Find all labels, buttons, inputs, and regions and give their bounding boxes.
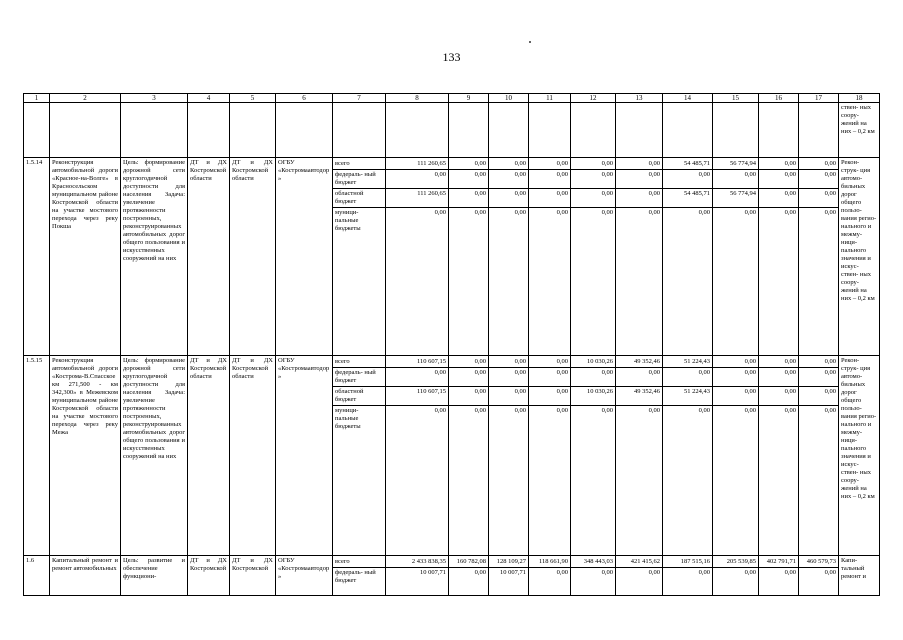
amount-cell (713, 356, 759, 556)
amount-value: 0,00 (474, 569, 486, 576)
amount-value: 0,00 (759, 159, 798, 170)
funding-source: муници- пальные бюджеты (335, 209, 361, 232)
amount-value: 49 352,46 (616, 357, 662, 368)
amount-value: 0,00 (514, 407, 526, 414)
contractor: ОГБУ «Костромаавтодор» (276, 356, 333, 556)
header-cell: 14 (663, 94, 713, 103)
contractor: ОГБУ «Костромаавтодор» (276, 158, 333, 356)
amount-value: 128 109,27 (489, 557, 528, 568)
amount-value: 10 007,71 (420, 569, 446, 576)
continuation-row (24, 103, 880, 158)
measure-goal: Цель: развитие и обеспечение функциони- (121, 556, 188, 596)
amount-cell (529, 158, 571, 356)
amount-value: 0,00 (799, 357, 838, 368)
funding-source: всего (333, 557, 385, 568)
amount-value: 0,00 (799, 170, 838, 189)
amount-value: 0,00 (571, 170, 615, 189)
amount-value: 0,00 (489, 170, 528, 189)
budget-table (23, 93, 880, 596)
amount-value: 0,00 (784, 209, 796, 216)
amount-value: 0,00 (713, 368, 758, 387)
contractor: ОГБУ «Костромаавтодор» (276, 556, 333, 596)
amount-value: 0,00 (698, 569, 710, 576)
amount-value: 0,00 (489, 387, 528, 406)
result-indicator: Рекон- струк- ция автомо- бильных дорог общего пользо- вания регио- нального и межму- ници- пального значения и искус- ствен- ных соору- жений на них – 0,2 км (839, 356, 880, 556)
header-cell: 16 (759, 94, 799, 103)
amount-value: 0,00 (713, 357, 758, 368)
amount-value: 0,00 (698, 407, 710, 414)
amount-value: 0,00 (713, 170, 758, 189)
header-row (24, 94, 880, 103)
amount-value: 0,00 (744, 569, 756, 576)
funding-source: областной бюджет (333, 189, 385, 208)
amount-value: 0,00 (648, 209, 660, 216)
amount-cell (449, 158, 489, 356)
amount-value: 0,00 (434, 209, 446, 216)
amount-value: 10 030,26 (571, 357, 615, 368)
amount-value: 10 030,26 (571, 387, 615, 406)
amount-value: 0,00 (449, 159, 488, 170)
amount-cell (386, 556, 449, 596)
amount-value: 0,00 (556, 209, 568, 216)
amount-value: 0,00 (529, 368, 570, 387)
amount-cell (616, 158, 663, 356)
amount-cell (616, 556, 663, 596)
header-cell: 7 (333, 94, 386, 103)
co-executor: ДТ и ДХ Костромской области (230, 158, 276, 356)
amount-value: 0,00 (529, 159, 570, 170)
amount-cell (713, 158, 759, 356)
amount-cell (799, 556, 839, 596)
header-cell: 18 (839, 94, 880, 103)
amount-value: 0,00 (434, 407, 446, 414)
measure-goal: Цель: формирование дорожной сети круглогодичной доступности для населения Задача: увеличение протяженности построенных, реконструированных автомобильных дорог общего пользования и искусственных сооружений на них (121, 356, 188, 556)
amount-value: 0,00 (784, 407, 796, 414)
amount-value: 49 352,46 (616, 387, 662, 406)
amount-value: 421 415,62 (616, 557, 662, 568)
amount-value: 0,00 (449, 368, 488, 387)
amount-cell (799, 158, 839, 356)
amount-value: 111 260,65 (386, 189, 448, 208)
continuation-result: ствен- ных соору- жений на них – 0,2 км (839, 103, 880, 158)
responsible-executor: ДТ и ДХ Костромской области (188, 158, 230, 356)
amount-value: 0,00 (474, 407, 486, 414)
amount-value: 0,00 (449, 357, 488, 368)
funding-source: всего (333, 159, 385, 170)
amount-value: 0,00 (616, 368, 662, 387)
amount-value: 0,00 (663, 170, 712, 189)
amount-cell (571, 556, 616, 596)
funding-sources (333, 356, 386, 556)
amount-value: 0,00 (759, 387, 798, 406)
table-row (24, 158, 880, 356)
amount-value: 402 791,71 (759, 557, 798, 568)
amount-cell (386, 158, 449, 356)
amount-value: 51 224,43 (663, 387, 712, 406)
result-indicator: Рекон- струк- ция автомо- бильных дорог общего пользо- вания регио- нального и межму- ници- пального значения и искус- ствен- ных соору- жений на них – 0,2 км (839, 158, 880, 356)
amount-value: 51 224,43 (663, 357, 712, 368)
amount-value: 0,00 (799, 189, 838, 208)
amount-value: 54 485,71 (663, 189, 712, 208)
amount-value: 0,00 (529, 189, 570, 208)
amount-value: 0,00 (744, 209, 756, 216)
amount-cell (713, 556, 759, 596)
amount-value: 110 607,15 (386, 387, 448, 406)
header-cell: 6 (276, 94, 333, 103)
amount-value: 0,00 (529, 387, 570, 406)
amount-value: 0,00 (824, 209, 836, 216)
amount-cell (663, 556, 713, 596)
header-cell: 4 (188, 94, 230, 103)
amount-value: 0,00 (616, 159, 662, 170)
amount-value: 0,00 (799, 368, 838, 387)
header-cell: 9 (449, 94, 489, 103)
amount-value: 0,00 (489, 357, 528, 368)
amount-value: 0,00 (386, 368, 448, 387)
header-cell: 17 (799, 94, 839, 103)
table-row (24, 556, 880, 596)
amount-cell (759, 556, 799, 596)
amount-value: 0,00 (784, 569, 796, 576)
measure-name: Реконструкция автомобильной дороги «Кострома-В.Спасское км 271,500 - км 342,300» в Межевском муниципальном районе Костромской области на участке мостового перехода через реку Межа (50, 356, 121, 556)
amount-cell (799, 356, 839, 556)
amount-value: 0,00 (571, 189, 615, 208)
amount-value: 0,00 (489, 159, 528, 170)
page-number: 133 (442, 50, 461, 64)
header-cell: 8 (386, 94, 449, 103)
amount-cell (571, 356, 616, 556)
header-cell: 3 (121, 94, 188, 103)
header-cell: 15 (713, 94, 759, 103)
amount-value: 0,00 (529, 357, 570, 368)
amount-value: 0,00 (759, 357, 798, 368)
amount-value: 0,00 (571, 159, 615, 170)
amount-value: 0,00 (556, 569, 568, 576)
amount-value: 0,00 (601, 407, 613, 414)
amount-value: 0,00 (824, 407, 836, 414)
amount-value: 0,00 (616, 189, 662, 208)
amount-value: 460 579,73 (799, 557, 838, 568)
amount-cell (663, 158, 713, 356)
amount-value: 0,00 (489, 368, 528, 387)
responsible-executor: ДТ и ДХ Костромской области (188, 356, 230, 556)
amount-value: 160 782,08 (449, 557, 488, 568)
amount-value: 54 485,71 (663, 159, 712, 170)
amount-value: 110 607,15 (386, 357, 448, 368)
amount-cell (489, 556, 529, 596)
amount-value: 10 007,71 (500, 569, 526, 576)
funding-source: всего (333, 357, 385, 368)
amount-value: 0,00 (713, 387, 758, 406)
amount-value: 0,00 (744, 407, 756, 414)
row-id: 1.5.15 (24, 356, 50, 556)
amount-value: 0,00 (386, 170, 448, 189)
row-id: 1.5.14 (24, 158, 50, 356)
amount-value: 0,00 (449, 189, 488, 208)
co-executor: ДТ и ДХ Костромской области (230, 356, 276, 556)
amount-cell (449, 356, 489, 556)
row-id: 1.6 (24, 556, 50, 596)
amount-cell (529, 556, 571, 596)
funding-source: областной бюджет (333, 387, 385, 406)
amount-value: 0,00 (799, 159, 838, 170)
amount-value: 2 433 838,35 (386, 557, 448, 568)
amount-cell (489, 158, 529, 356)
amount-value: 0,00 (663, 368, 712, 387)
amount-value: 0,00 (449, 170, 488, 189)
funding-sources (333, 556, 386, 596)
header-cell: 10 (489, 94, 529, 103)
funding-source: федераль- ный бюджет (333, 170, 385, 189)
amount-value: 0,00 (799, 387, 838, 406)
amount-value: 0,00 (824, 569, 836, 576)
amount-cell (489, 356, 529, 556)
amount-cell (386, 356, 449, 556)
funding-source: федераль- ный бюджет (333, 368, 385, 387)
amount-value: 0,00 (759, 170, 798, 189)
funding-sources (333, 158, 386, 356)
header-cell: 2 (50, 94, 121, 103)
measure-name: Реконструкция автомобильной дороги «Красное-на-Волге» в Красносельском муниципальном районе Костромской области на участке мостового перехода через реку Покша (50, 158, 121, 356)
amount-value: 0,00 (601, 569, 613, 576)
amount-value: 0,00 (648, 407, 660, 414)
table-row (24, 356, 880, 556)
amount-value: 0,00 (698, 209, 710, 216)
amount-value: 0,00 (489, 189, 528, 208)
amount-cell (759, 158, 799, 356)
amount-cell (759, 356, 799, 556)
amount-cell (616, 356, 663, 556)
amount-value: 187 515,16 (663, 557, 712, 568)
amount-cell (449, 556, 489, 596)
funding-source: муници- пальные бюджеты (335, 407, 361, 430)
co-executor: ДТ и ДХ Костромской (230, 556, 276, 596)
amount-value: 0,00 (529, 170, 570, 189)
amount-value: 0,00 (601, 209, 613, 216)
measure-name: Капитальный ремонт и ремонт автомобильных (50, 556, 121, 596)
amount-value: 348 443,03 (571, 557, 615, 568)
responsible-executor: ДТ и ДХ Костромской (188, 556, 230, 596)
amount-value: 56 774,94 (713, 159, 758, 170)
amount-value: 0,00 (648, 569, 660, 576)
amount-value: 0,00 (759, 368, 798, 387)
header-cell: 13 (616, 94, 663, 103)
amount-value: 56 774,94 (713, 189, 758, 208)
funding-source: федераль- ный бюджет (335, 569, 376, 584)
header-cell: 11 (529, 94, 571, 103)
amount-value: 118 661,90 (529, 557, 570, 568)
header-cell: 1 (24, 94, 50, 103)
header-cell: 12 (571, 94, 616, 103)
result-indicator: Капи- тальный ремонт и (839, 556, 880, 596)
amount-value: 0,00 (759, 189, 798, 208)
measure-goal: Цель: формирование дорожной сети круглогодичной доступности для населения Задача: увеличение протяженности построенных, реконструированных автомобильных дорог общего пользования и искусственных сооружений на них (121, 158, 188, 356)
amount-value: 205 539,85 (713, 557, 758, 568)
amount-cell (529, 356, 571, 556)
header-cell: 5 (230, 94, 276, 103)
amount-value: 0,00 (556, 407, 568, 414)
amount-value: 0,00 (514, 209, 526, 216)
amount-value: 0,00 (474, 209, 486, 216)
scan-speck (529, 41, 531, 43)
amount-value: 0,00 (616, 170, 662, 189)
amount-cell (663, 356, 713, 556)
amount-cell (571, 158, 616, 356)
amount-value: 111 260,65 (386, 159, 448, 170)
amount-value: 0,00 (449, 387, 488, 406)
amount-value: 0,00 (571, 368, 615, 387)
